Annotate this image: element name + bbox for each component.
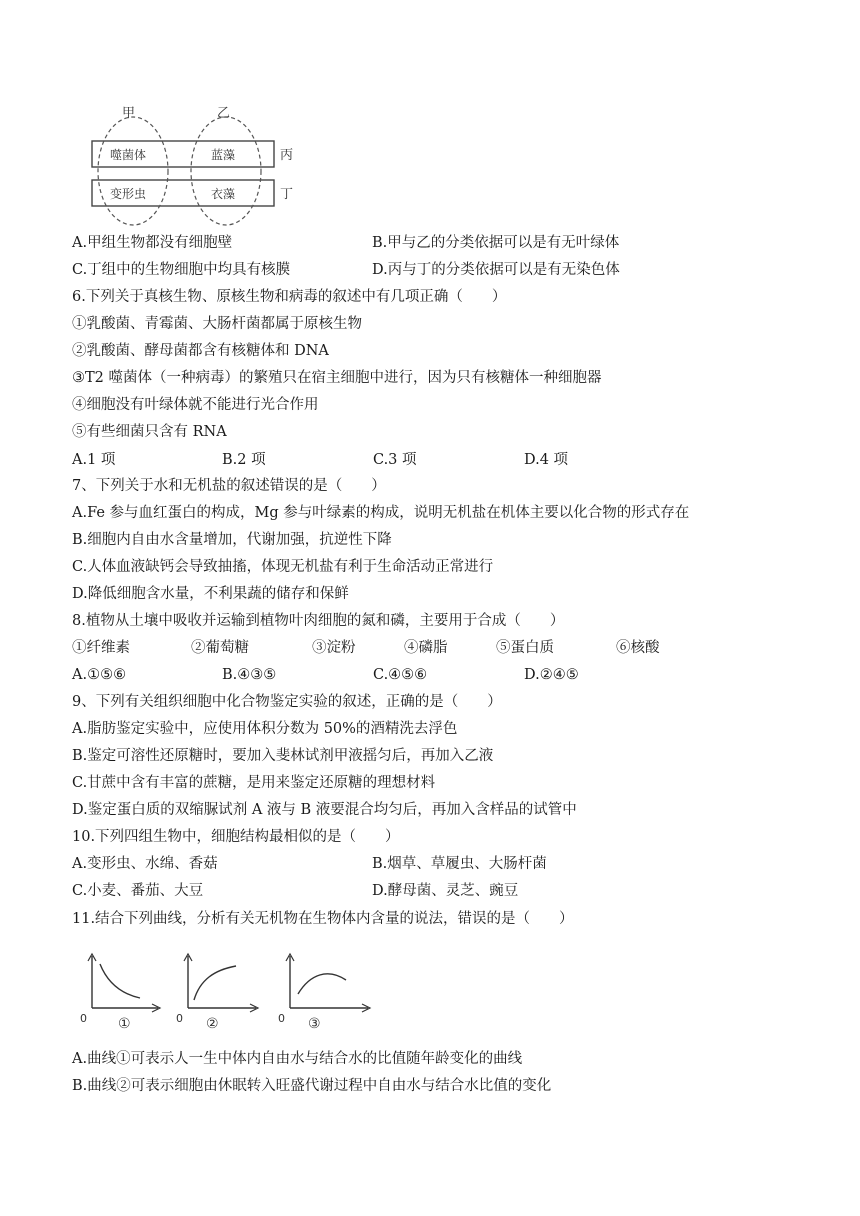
cell-cyanobacteria: 蓝藻 — [211, 148, 236, 162]
q5-option-c: C.丁组中的生物细胞中均具有核膜 — [72, 262, 291, 278]
q8-option-b: B.④③⑤ — [222, 667, 277, 683]
q6-statement-3: ③T2 噬菌体（一种病毒）的繁殖只在宿主细胞中进行，因为只有核糖体一种细胞器 — [72, 370, 602, 386]
q8-option-a: A.①⑤⑥ — [72, 667, 127, 683]
q7-option-a: A.Fe 参与血红蛋白的构成，Mg 参与叶绿素的构成，说明无机盐在机体主要以化合物的形式存在 — [72, 505, 690, 521]
q6-statement-5: ⑤有些细菌只含有 RNA — [72, 424, 227, 440]
q6-statement-2: ②乳酸菌、酵母菌都含有核糖体和 DNA — [72, 343, 329, 359]
q7-option-d: D.降低细胞含水量，不利果蔬的储存和保鲜 — [72, 586, 349, 602]
q8-option-d: D.②④⑤ — [524, 667, 579, 683]
q8-stem: 8.植物从土壤中吸收并运输到植物叶肉细胞的氮和磷，主要用于合成（ ） — [72, 613, 565, 629]
q9-option-b: B.鉴定可溶性还原糖时，要加入斐林试剂甲液摇匀后，再加入乙液 — [72, 748, 494, 764]
q10-stem: 10.下列四组生物中，细胞结构最相似的是（ ） — [72, 829, 400, 845]
q6-option-c: C.3 项 — [373, 452, 417, 468]
q10-option-d: D.酵母菌、灵芝、豌豆 — [372, 883, 519, 899]
cell-chlamydomonas: 衣藻 — [211, 187, 236, 201]
q6-option-b: B.2 项 — [222, 452, 266, 468]
q8-item-1: ①纤维素 — [72, 640, 130, 656]
q6-option-a: A.1 项 — [72, 452, 116, 468]
graph-3-label: ③ — [308, 1016, 321, 1032]
q7-option-c: C.人体血液缺钙会导致抽搐，体现无机盐有利于生命活动正常进行 — [72, 559, 494, 575]
graph-3-origin: 0 — [278, 1012, 285, 1025]
q11-option-b: B.曲线②可表示细胞由休眠转入旺盛代谢过程中自由水与结合水比值的变化 — [72, 1078, 552, 1094]
q10-option-a: A.变形虫、水绵、香菇 — [72, 856, 218, 872]
label-ding: 丁 — [280, 187, 294, 202]
q11-stem: 11.结合下列曲线，分析有关无机物在生物体内含量的说法，错误的是（ ） — [72, 911, 574, 927]
q6-option-d: D.4 项 — [524, 452, 569, 468]
q9-option-a: A.脂肪鉴定实验中，应使用体积分数为 50%的酒精洗去浮色 — [72, 721, 458, 737]
graph-1-origin: 0 — [80, 1012, 87, 1025]
q8-item-3: ③淀粉 — [312, 640, 356, 656]
q7-option-b: B.细胞内自由水含量增加，代谢加强，抗逆性下降 — [72, 532, 392, 548]
label-jia: 甲 — [122, 106, 136, 121]
q10-option-c: C.小麦、番茄、大豆 — [72, 883, 204, 899]
q9-option-d: D.鉴定蛋白质的双缩脲试剂 A 液与 B 液要混合均匀后，再加入含样品的试管中 — [72, 802, 577, 818]
q11-option-a: A.曲线①可表示人一生中体内自由水与结合水的比值随年龄变化的曲线 — [72, 1051, 523, 1067]
graph-2-origin: 0 — [176, 1012, 183, 1025]
q8-item-6: ⑥核酸 — [616, 640, 660, 656]
graph-2-label: ② — [206, 1016, 219, 1032]
label-bing: 丙 — [280, 148, 294, 163]
cell-amoeba: 变形虫 — [110, 187, 147, 201]
label-yi: 乙 — [217, 106, 231, 121]
graph-1 — [80, 954, 160, 1032]
cell-phage: 噬菌体 — [110, 148, 147, 162]
q8-item-4: ④磷脂 — [404, 640, 448, 656]
q8-item-5: ⑤蛋白质 — [496, 640, 554, 656]
q10-option-b: B.烟草、草履虫、大肠杆菌 — [372, 856, 547, 872]
q6-statement-4: ④细胞没有叶绿体就不能进行光合作用 — [72, 397, 319, 413]
q7-stem: 7、下列关于水和无机盐的叙述错误的是（ ） — [72, 478, 386, 494]
q5-option-b: B.甲与乙的分类依据可以是有无叶绿体 — [372, 235, 620, 251]
q5-option-d: D.丙与丁的分类依据可以是有无染色体 — [372, 262, 620, 278]
classification-figure — [86, 104, 306, 229]
q8-option-c: C.④⑤⑥ — [373, 667, 428, 683]
curves-figure — [78, 950, 378, 1034]
graph-1-label: ① — [118, 1016, 131, 1032]
q9-stem: 9、下列有关组织细胞中化合物鉴定实验的叙述，正确的是（ ） — [72, 694, 502, 710]
q5-option-a: A.甲组生物都没有细胞壁 — [72, 235, 233, 251]
q9-option-c: C.甘蔗中含有丰富的蔗糖，是用来鉴定还原糖的理想材料 — [72, 775, 436, 791]
q6-stem: 6.下列关于真核生物、原核生物和病毒的叙述中有几项正确（ ） — [72, 289, 507, 305]
q8-item-2: ②葡萄糖 — [191, 640, 249, 656]
q6-statement-1: ①乳酸菌、青霉菌、大肠杆菌都属于原核生物 — [72, 316, 362, 332]
graph-3 — [278, 954, 370, 1032]
graph-2 — [176, 954, 258, 1032]
